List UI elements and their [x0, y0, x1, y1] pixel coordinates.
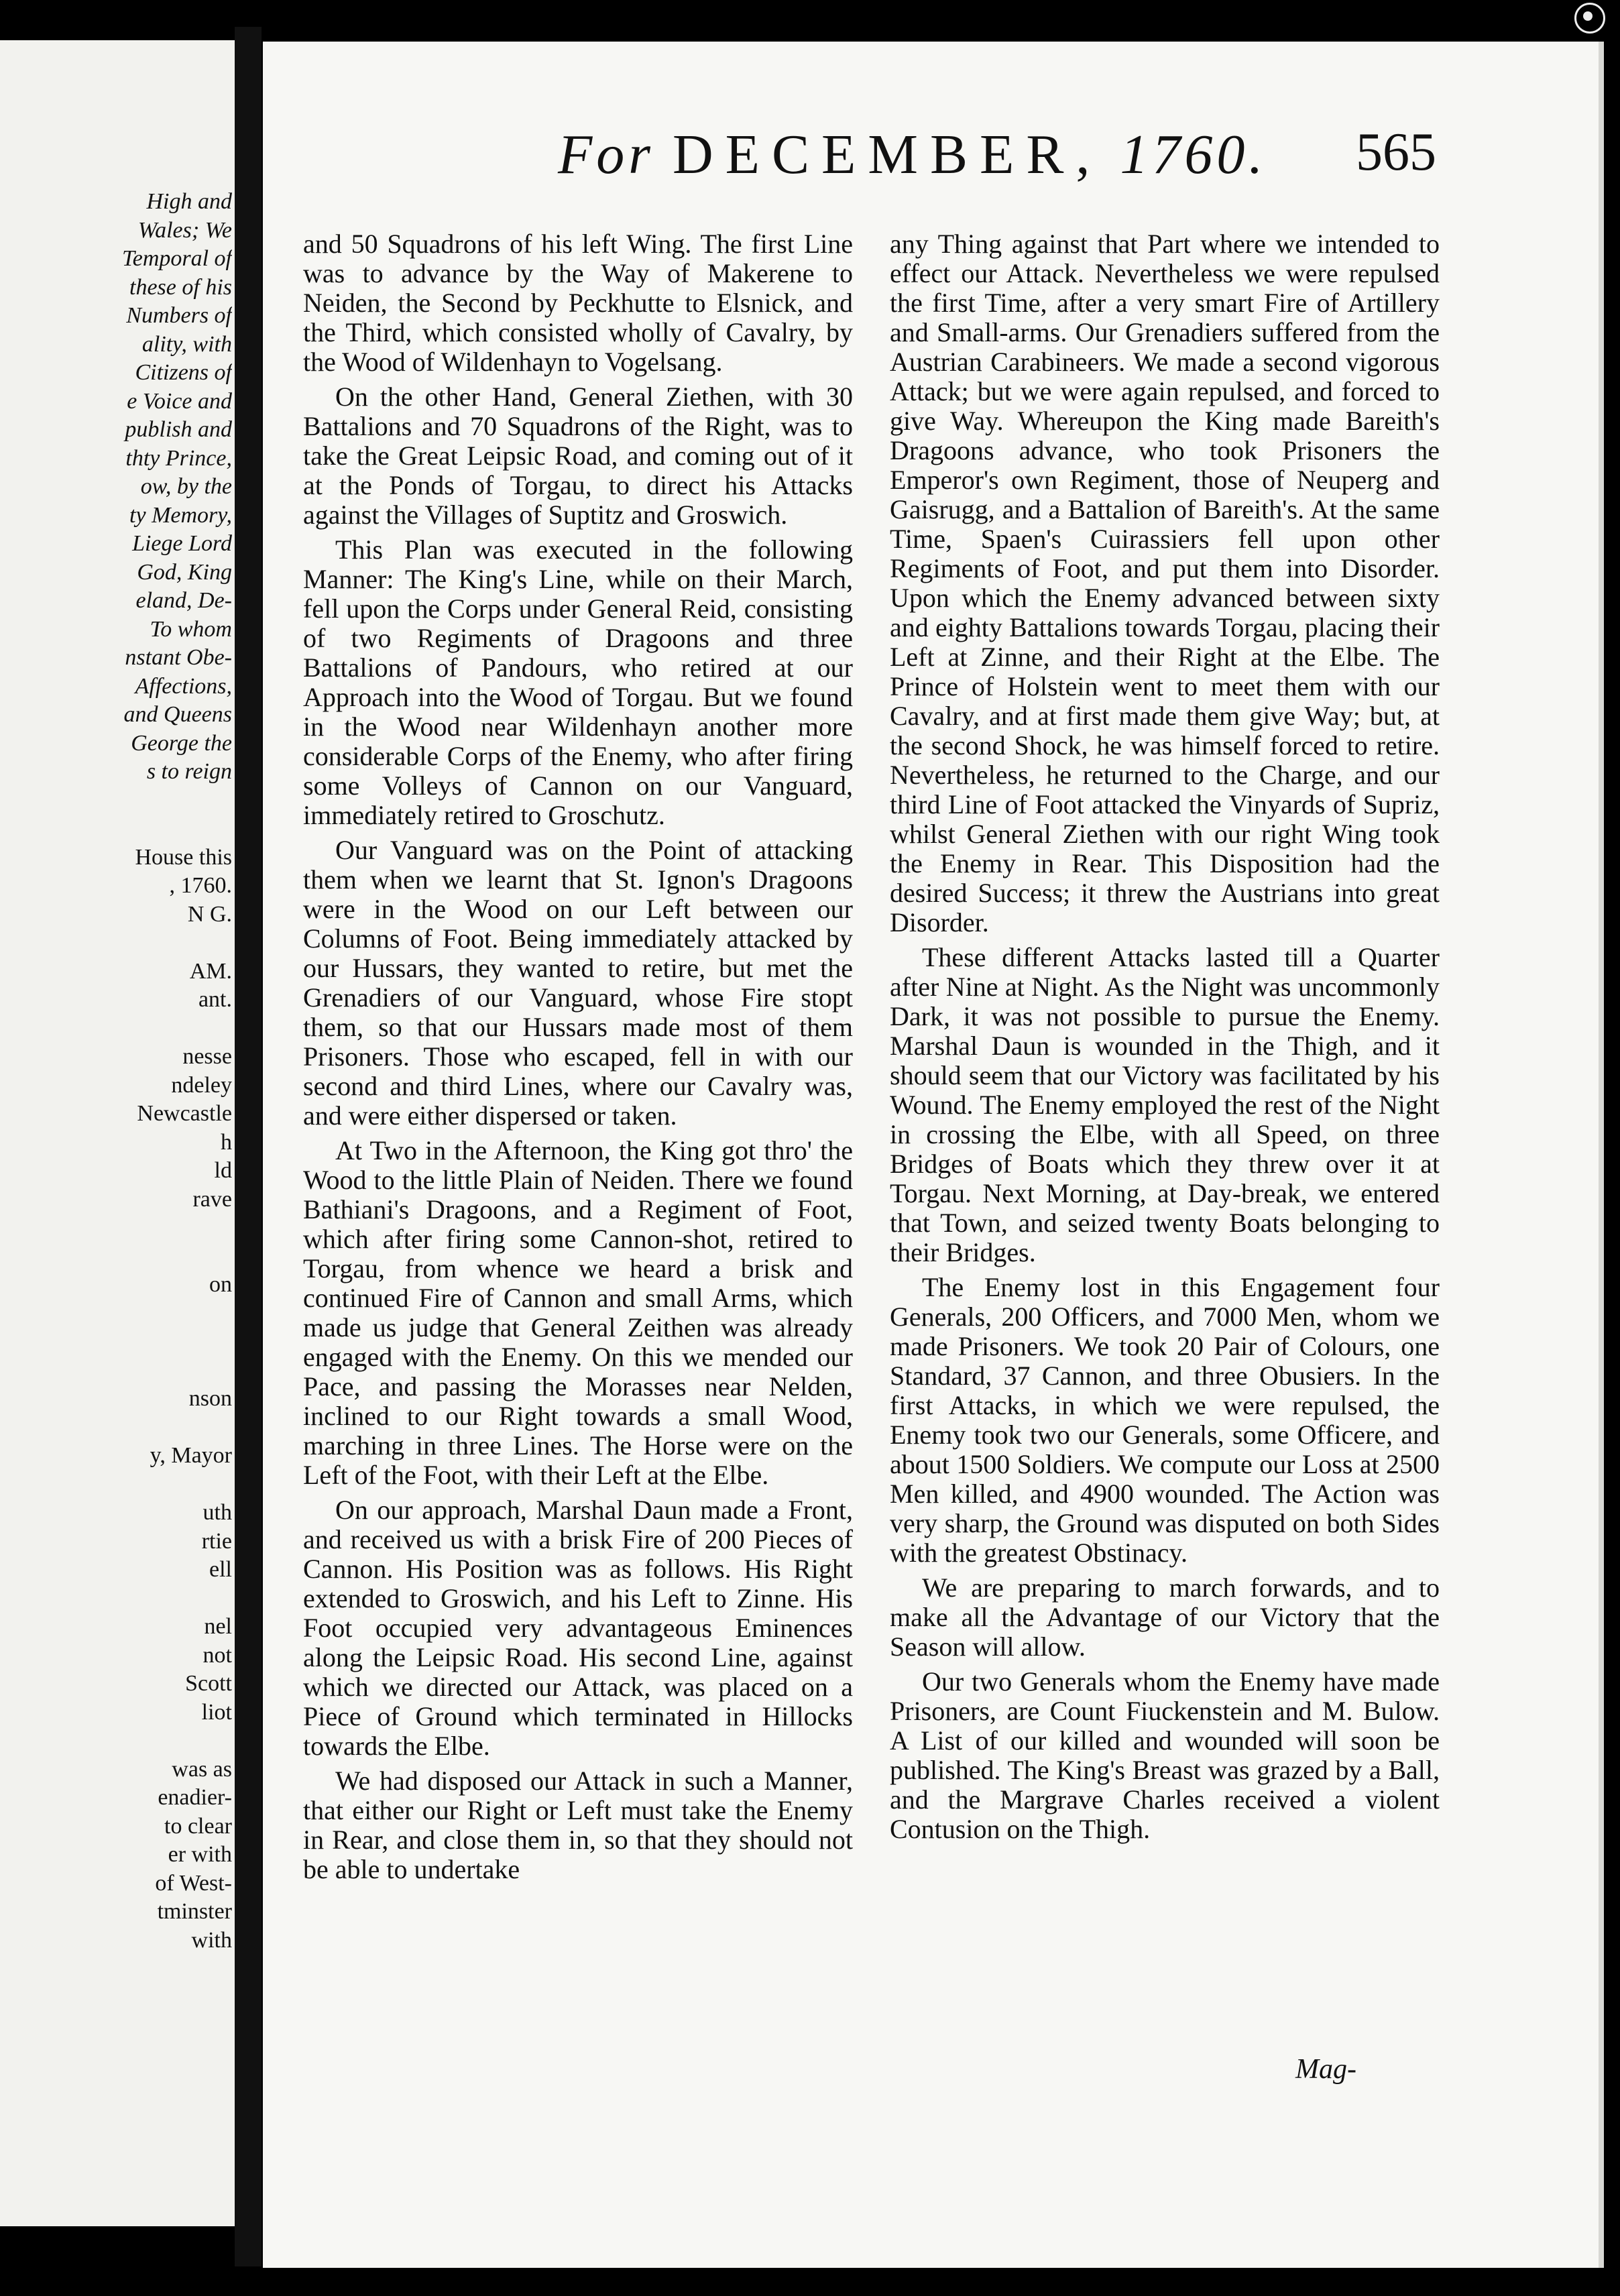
paragraph: This Plan was executed in the following Manner: The King's Line, while on their March, fell upon the Corps under General Reid, consisting of two Regiments of Dragoons and three Battalions of Pandours, who retired at our Approach into the Wood of Torgau. But we found in the Wood near Wildenhayn another more considerable Corps of the Enemy, who after firing some Volleys of Cannon on our Vanguard, immediately retired to Groschutz.: [303, 534, 853, 830]
previous-page-line: eland, De-: [135, 588, 232, 613]
previous-page-line: with: [191, 1927, 232, 1953]
previous-page-line: AM.: [189, 958, 232, 984]
previous-page-line: [4, 1328, 232, 1357]
previous-page-line: these of his: [129, 274, 232, 300]
previous-page-line: tminster: [157, 1899, 232, 1924]
previous-page-line: Citizens of: [135, 360, 232, 385]
previous-page-line: enadier-: [158, 1785, 232, 1810]
book-gutter: [235, 27, 262, 2266]
previous-page-line: Newcastle: [137, 1101, 232, 1126]
previous-page-line: ld: [214, 1158, 232, 1183]
previous-page-line: er with: [168, 1842, 232, 1867]
left-column: [303, 229, 853, 1890]
running-title-month: DECEMBER,: [673, 123, 1102, 186]
previous-page-line: [4, 1015, 232, 1043]
previous-page-line: ality, with: [141, 331, 232, 357]
previous-page-line: thty Prince,: [125, 445, 232, 471]
previous-page-line: liot: [201, 1699, 232, 1725]
previous-page-line: [4, 1471, 232, 1499]
paragraph: On the other Hand, General Ziethen, with 30 Battalions and 70 Squadrons of the Right, was to take the Great Leipsic Road, and coming out of it at the Ponds of Torgau, to direct his Attacks against the Villages of Suptitz and Groswich.: [303, 382, 853, 530]
previous-page-line: [4, 1300, 232, 1328]
previous-page-line: y, Mayor: [150, 1443, 232, 1468]
running-title-prefix: For: [558, 123, 654, 186]
previous-page-line: ty Memory,: [129, 502, 232, 528]
previous-page-line: To whom: [150, 616, 232, 642]
paragraph: On our approach, Marshal Daun made a Front, and received us with a brisk Fire of 200 Pieces of Cannon. His Position was as follows. His Right extended to Groswich, and his Left to Zinne. His Foot occupied very advantageous Eminences along the Leipsic Road. His second Line, against which we directed our Attack, was placed on a Piece of Ground which terminated in Hillocks towards the Elbe.: [303, 1495, 853, 1761]
previous-page-line: Affections,: [135, 673, 232, 699]
previous-page-line: George the: [131, 730, 232, 756]
page: [263, 42, 1604, 2268]
previous-page-line: Liege Lord: [132, 531, 232, 556]
running-head: [263, 122, 1604, 196]
previous-page-line: on: [209, 1272, 232, 1297]
previous-page-edge: [0, 40, 241, 2226]
previous-page-line: [4, 929, 232, 958]
previous-page-line: Scott: [185, 1671, 232, 1696]
previous-page-text: [4, 188, 232, 1955]
previous-page-line: h: [221, 1129, 232, 1155]
previous-page-line: House this: [135, 844, 232, 870]
right-column: [890, 229, 1440, 1849]
previous-page-line: uth: [202, 1500, 232, 1525]
catchword: Mag-: [1295, 2054, 1356, 2085]
previous-page-line: nesse: [182, 1044, 232, 1069]
previous-page-line: publish and: [125, 417, 232, 442]
previous-page-line: rtie: [201, 1528, 232, 1554]
previous-page-line: nson: [188, 1386, 232, 1411]
previous-page-line: ndeley: [171, 1072, 232, 1098]
paragraph: We had disposed our Attack in such a Manner, that either our Right or Left must take the Enemy in Rear, and close them in, so that they should not be able to undertake: [303, 1766, 853, 1884]
previous-page-line: Wales; We: [137, 217, 232, 243]
paragraph: any Thing against that Part where we intended to effect our Attack. Nevertheless we were repulsed the first Time, after a very smart Fire of Artillery and Small-arms. Our Grenadiers suffered from the Austrian Carabineers. We made a second vigorous Attack; but we were again repulsed, and forced to give Way. Whereupon the King made Bareith's Dragoons advance, who took Prisoners the Emperor's own Regiment, those of Neuperg and Gaisrugg, and a Battalion of Bareith's. At the same Time, Spaen's Cuirassiers fell upon other Regiments of Foot, and put them into Disorder. Upon which the Enemy advanced between sixty and eighty Battalions towards Torgau, placing their Left at Zinne, and their Right at the Elbe. The Prince of Holstein went to meet them with our Cavalry, and at first made them give Way; but, at the second Shock, he was himself forced to retire. Nevertheless, he returned to the Charge, and our third Line of Foot attacked the Vinyards of Supriz, whilst General Ziethen with our right Wing took the Enemy in Rear. This Disposition had the desired Success; it threw the Austrians into great Disorder.: [890, 229, 1440, 937]
previous-page-line: s to reign: [146, 759, 232, 784]
paragraph: Our Vanguard was on the Point of attacking them when we learnt that St. Ignon's Dragoons were in the Wood on our Left between our Columns of Foot. Being immediately attacked by our Hussars, they wanted to retire, but met the Grenadiers of our Vanguard, whose Fire stopt them, so that our Hussars made most of them Prisoners. Those who escaped, fell in with our second and third Lines, where our Cavalry was, and were either dispersed or taken.: [303, 835, 853, 1131]
previous-page-line: ow, by the: [140, 474, 232, 499]
previous-page-line: [4, 1214, 232, 1243]
previous-page-line: [4, 1357, 232, 1385]
previous-page-line: to clear: [164, 1813, 232, 1839]
paragraph: These different Attacks lasted till a Quarter after Nine at Night. As the Night was uncommonly Dark, it was not possible to pursue the Enemy. Marshal Daun is wounded in the Thigh, and it should seem that our Victory was facilitated by his Wound. The Enemy employed the rest of the Night in crossing the Elbe, with all Speed, on three Bridges of Boats which they threw over it at Torgau. Next Morning, at Day-break, we entered that Town, and seized twenty Boats belonging to their Bridges.: [890, 942, 1440, 1267]
previous-page-line: [4, 815, 232, 844]
paragraph: We are preparing to march forwards, and to make all the Advantage of our Victory that the Season will allow.: [890, 1572, 1440, 1662]
previous-page-line: [4, 1243, 232, 1271]
previous-page-line: nstant Obe-: [125, 645, 232, 670]
previous-page-line: High and: [146, 189, 232, 214]
page-number: 565: [1356, 123, 1436, 182]
previous-page-line: [4, 1414, 232, 1442]
previous-page-line: God, King: [137, 559, 232, 585]
page-edge: [1599, 42, 1604, 2268]
previous-page-line: , 1760.: [169, 873, 232, 898]
paragraph: Our two Generals whom the Enemy have made Prisoners, are Count Fiuckenstein and M. Bulow. A List of our killed and wounded will soon be published. The King's Breast was grazed by a Ball, and the Margrave Charles received a violent Contusion on the Thigh.: [890, 1666, 1440, 1844]
previous-page-line: [4, 1727, 232, 1756]
previous-page-line: rave: [192, 1186, 232, 1212]
previous-page-line: of West-: [155, 1870, 232, 1896]
previous-page-line: [4, 1585, 232, 1613]
library-stamp-icon: [1574, 3, 1605, 34]
previous-page-line: ant.: [198, 987, 232, 1012]
previous-page-line: [4, 787, 232, 815]
running-title: [558, 122, 1267, 187]
previous-page-line: nel: [204, 1614, 232, 1639]
previous-page-line: not: [202, 1642, 232, 1668]
paragraph: and 50 Squadrons of his left Wing. The first Line was to advance by the Way of Makerene to Neiden, the Second by Peckhutte to Elsnick, and the Third, which consisted wholly of Cavalry, by the Wood of Wildenhayn to Vogelsang.: [303, 229, 853, 377]
previous-page-line: ell: [209, 1557, 232, 1582]
previous-page-line: N G.: [187, 901, 232, 927]
paragraph: The Enemy lost in this Engagement four Generals, 200 Officers, and 7000 Men, whom we made Prisoners. We took 20 Pair of Colours, one Standard, 37 Cannon, and three Obusiers. In the first Attacks, in which we were repulsed, the Enemy took two our Generals, some Officere, and about 1500 Soldiers. We compute our Loss at 2500 Men killed, and 4900 wounded. The Action was very sharp, the Ground was disputed on both Sides with the greatest Obstinacy.: [890, 1272, 1440, 1568]
previous-page-line: was as: [172, 1756, 232, 1782]
previous-page-line: and Queens: [123, 702, 232, 727]
paragraph: At Two in the Afternoon, the King got thro' the Wood to the little Plain of Neiden. There we found Bathiani's Dragoons, and a Regiment of Foot, which after firing some Cannon-shot, retired to Torgau, from whence we heard a brisk and continued Fire of Cannon and small Arms, which made us judge that General Zeithen was already engaged with the Enemy. On this we mended our Pace, and passing the Morasses near Nelden, inclined to our Right towards a small Wood, marching in three Lines. The Horse were on the Left of the Foot, with their Left at the Elbe.: [303, 1135, 853, 1490]
previous-page-line: Temporal of: [121, 246, 232, 271]
previous-page-line: e Voice and: [127, 388, 232, 414]
running-title-year: 1760.: [1120, 123, 1267, 186]
previous-page-line: Numbers of: [126, 303, 232, 328]
